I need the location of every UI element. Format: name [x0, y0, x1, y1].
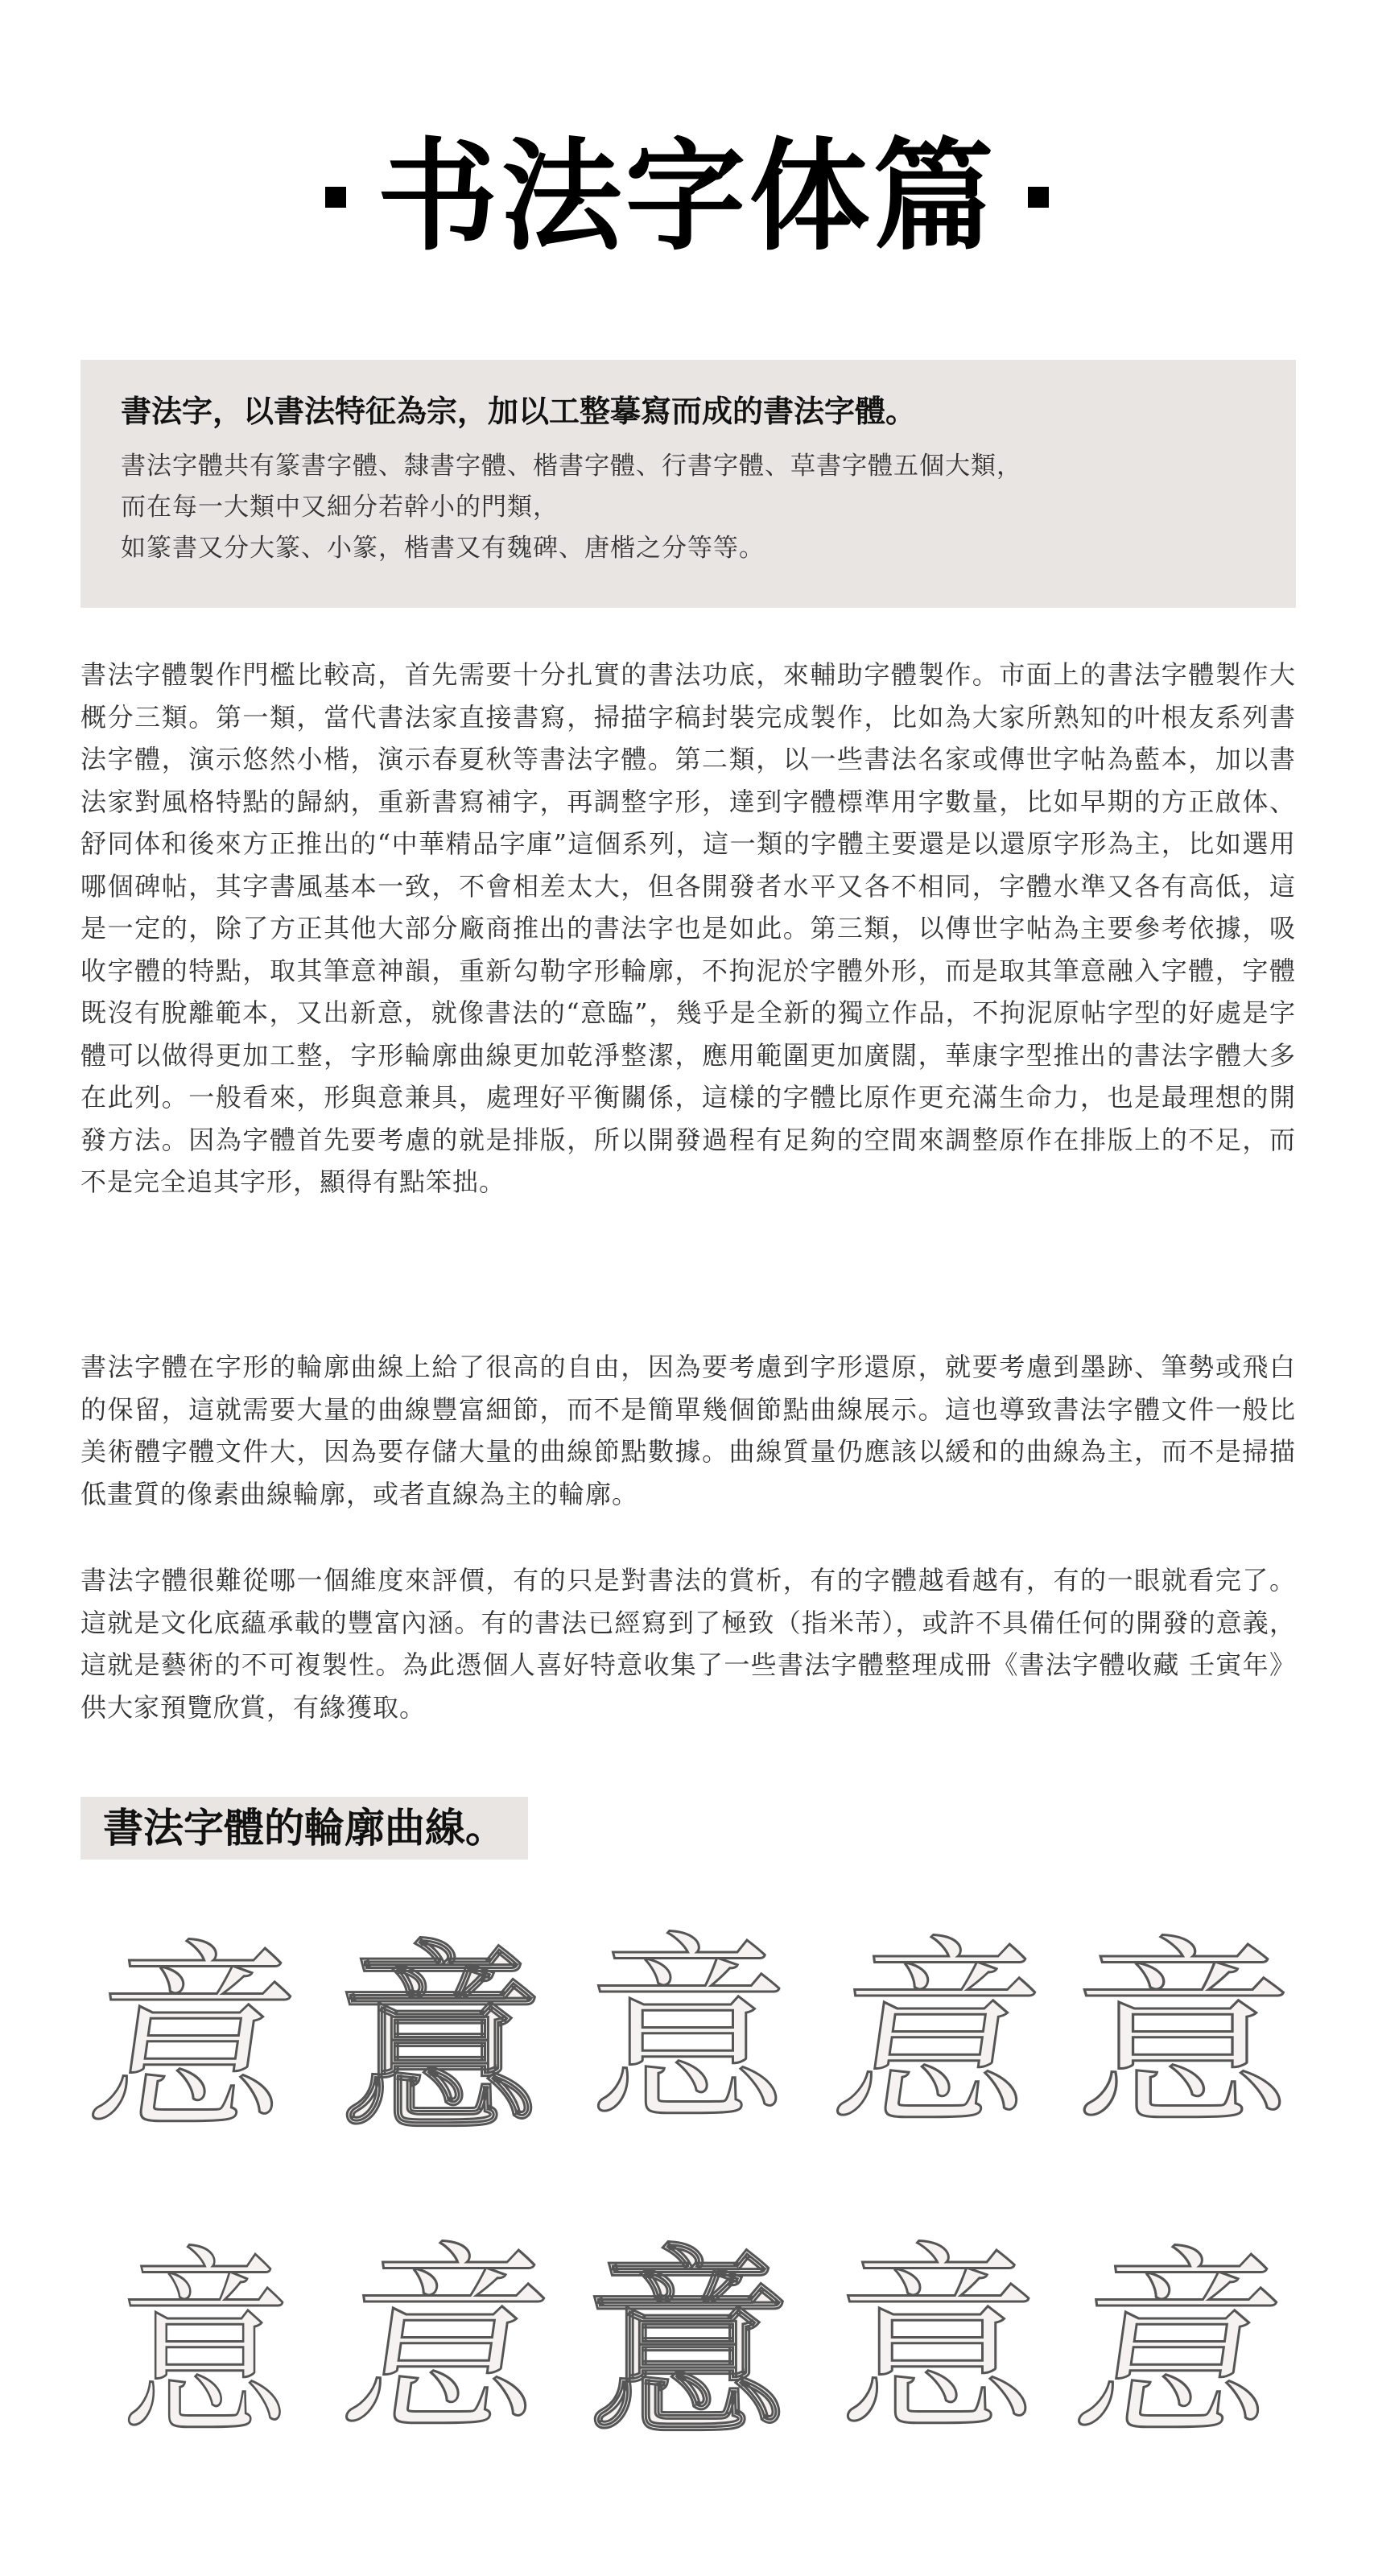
paragraph-text: 書法字體製作門檻比較高，首先需要十分扎實的書法功底，來輔助字體製作。市面上的書法字體製作大概分三類。第一類，當代書法家直接書寫，掃描字稿封裝完成製作，比如為大家所熟知的叶根友系列書法字體，演示悠然小楷，演示春夏秋等書法字體。第二類，以一些書法名家或傳世字帖為藍本，加以書法家對風格特點的歸納，重新書寫補字，再調整字形，達到字體標準用字數量，比如早期的方正啟体、舒同体和後來方正推出的“中華精品字庫”這個系列，這一類的字體主要還是以還原字形為主，比如選用哪個碑帖，其字書風基本一致，不會相差太大，但各開發者水平又各不相同，字體水準又各有高低，這是一定的，除了方正其他大部分廠商推出的書法字也是如此。第三類，以傳世字帖為主要參考依據，吸收字體的特點，取其筆意神韻，重新勾勒字形輪廓，不拘泥於字體外形，而是取其筆意融入字體，字體既沒有脫離範本，又出新意，就像書法的“意臨”，幾乎是全新的獨立作品，不拘泥原帖字型的好處是字體可以做得更加工整，字形輪廓曲線更加乾淨整潔，應用範圍更加廣闊，華康字型推出的書法字體大多在此列。一般看來，形與意兼具，處理好平衡關係，這樣的字體比原作更充滿生命力，也是最理想的開發方法。因為字體首先要考慮的就是排版，所以開發過程有足夠的空間來調整原作在排版上的不足，而不是完全追其字形，顯得有點笨拙。 [80, 659, 1296, 1197]
glyph-sample-grid [76, 1908, 1297, 2520]
body-paragraph-3 [80, 1559, 1296, 1728]
body-paragraph-1 [80, 654, 1296, 1203]
glyph-sample: 意 [329, 2225, 564, 2459]
intro-line: 而在每一大類中又細分若幹小的門類， [121, 493, 559, 522]
paragraph-text: 書法字體很難從哪一個維度來評價，有的只是對書法的賞析，有的字體越看越有，有的一眼就看完了。這就是文化底蘊承載的豐富內涵。有的書法已經寫到了極致（指米芾），或許不具備任何的開發的意義，這就是藝術的不可複製性。為此憑個人喜好特意收集了一些書法字體整理成冊《書法字體收藏 壬寅年》供大家預覽欣賞，有緣獲取。 [80, 1565, 1296, 1723]
title-dot-left [325, 187, 346, 208]
glyph-sample: 意 [1062, 2229, 1297, 2463]
intro-heading: 書法字，以書法特征為宗，加以工整摹寫而成的書法字體。 [121, 394, 917, 429]
glyph-sample: 意 [820, 1919, 1055, 2153]
body-paragraph-2 [80, 1346, 1296, 1515]
page-title: 书法字体篇 [377, 127, 997, 267]
intro-line: 書法字體共有篆書字體、隸書字體、楷書字體、行書字體、草書字體五個大類， [121, 452, 1022, 481]
title-row [0, 121, 1374, 274]
glyph-sample: 意 [119, 2229, 291, 2463]
section-heading: 書法字體的輪廓曲線。 [80, 1797, 528, 1860]
glyph-sample: 意 [837, 2225, 1038, 2459]
glyph-sample: 意 [588, 1915, 789, 2149]
intro-line: 如篆書又分大篆、小篆，楷書又有魏碑、唐楷之分等等。 [121, 534, 765, 564]
paragraph-text: 書法字體在字形的輪廓曲線上給了很高的自由，因為要考慮到字形還原，就要考慮到墨跡、筆勢或飛白的保留，這就需要大量的曲線豐富細節，而不是簡單幾個節點曲線展示。這也導致書法字體文件一般比美術體字體文件大，因為要存儲大量的曲線節點數據。曲線質量仍應該以緩和的曲線為主，而不是掃描低畫質的像素曲線輪廓，或者直線為主的輪廓。 [80, 1352, 1296, 1509]
title-dot-right [1028, 187, 1049, 208]
intro-box [80, 360, 1296, 608]
glyph-sample: 意 [588, 2229, 789, 2463]
glyph-sample: 意 [340, 1922, 541, 2159]
glyph-sample: 意 [1072, 1919, 1294, 2153]
glyph-sample: 意 [76, 1923, 311, 2157]
